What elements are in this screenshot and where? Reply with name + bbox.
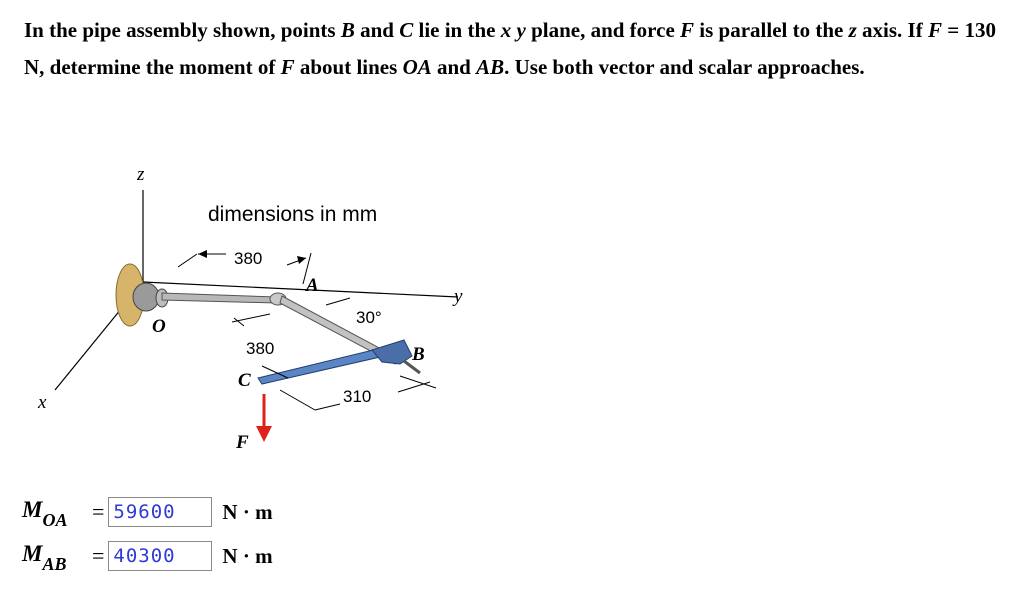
problem-text: and — [354, 18, 400, 42]
answer-label-main: M — [22, 496, 43, 522]
problem-text: In the pipe assembly shown, points — [24, 18, 341, 42]
problem-text: = 130 N, determine the moment of — [24, 18, 996, 79]
flange — [133, 283, 159, 311]
var-OA: OA — [402, 55, 432, 79]
var-C: C — [399, 18, 414, 42]
point-C-label: C — [238, 370, 251, 391]
var-F: F — [927, 18, 942, 42]
dim-arrow — [315, 404, 340, 410]
dimension-label: 310 — [343, 387, 372, 406]
force-F-label: F — [236, 432, 249, 453]
answer-label-sub: OA — [42, 510, 68, 531]
equals-sign: = — [92, 499, 105, 524]
var-z: z — [848, 18, 857, 42]
pipe-OA — [162, 293, 276, 303]
unit-label: N · m — [222, 543, 273, 568]
arrowhead — [198, 250, 207, 258]
problem-text: axis. If — [856, 18, 928, 42]
dim-line — [280, 390, 315, 410]
var-F: F — [280, 55, 295, 79]
angle-label: 30° — [356, 308, 382, 327]
unit-label: N · m — [222, 499, 273, 524]
var-AB: AB — [476, 55, 505, 79]
problem-text: is parallel to the — [694, 18, 849, 42]
answer-label-main: M — [22, 540, 43, 566]
var-B: B — [340, 18, 355, 42]
pipe-assembly-diagram — [0, 150, 520, 470]
problem-statement — [24, 12, 1004, 86]
dimension-label: 380 — [234, 249, 263, 268]
dimension-label: 380 — [246, 339, 275, 358]
var-xy: x y — [500, 18, 526, 42]
arrowhead — [297, 256, 306, 264]
point-A-label: A — [306, 275, 319, 296]
wrench-head — [372, 340, 412, 364]
mab-answer-input[interactable] — [108, 541, 212, 571]
angle-arrow — [326, 298, 350, 305]
dim-line — [234, 318, 244, 326]
problem-text: plane, and force — [525, 18, 681, 42]
dim-arrow — [232, 314, 270, 322]
problem-text: and — [431, 55, 477, 79]
x-axis-label: x — [38, 392, 47, 413]
answer-label-sub: AB — [42, 554, 67, 575]
answer-row-mab — [22, 539, 273, 573]
answer-label — [22, 496, 90, 531]
var-F: F — [680, 18, 695, 42]
pipe-assembly-figure — [0, 150, 520, 470]
equals-sign: = — [92, 543, 105, 568]
dim-arrow — [398, 382, 430, 392]
point-O-label: O — [152, 316, 166, 337]
answer-label — [22, 540, 90, 575]
dim-line — [178, 254, 197, 267]
problem-text: lie in the — [413, 18, 501, 42]
y-axis-label: y — [454, 286, 463, 307]
problem-text: about lines — [294, 55, 403, 79]
problem-text: . Use both vector and scalar approaches. — [504, 55, 865, 79]
point-B-label: B — [412, 344, 425, 365]
moa-answer-input[interactable] — [108, 497, 212, 527]
force-arrowhead — [256, 426, 272, 442]
z-axis-label: z — [137, 164, 145, 185]
answer-row-moa — [22, 495, 273, 529]
figure-title: dimensions in mm — [208, 203, 378, 226]
